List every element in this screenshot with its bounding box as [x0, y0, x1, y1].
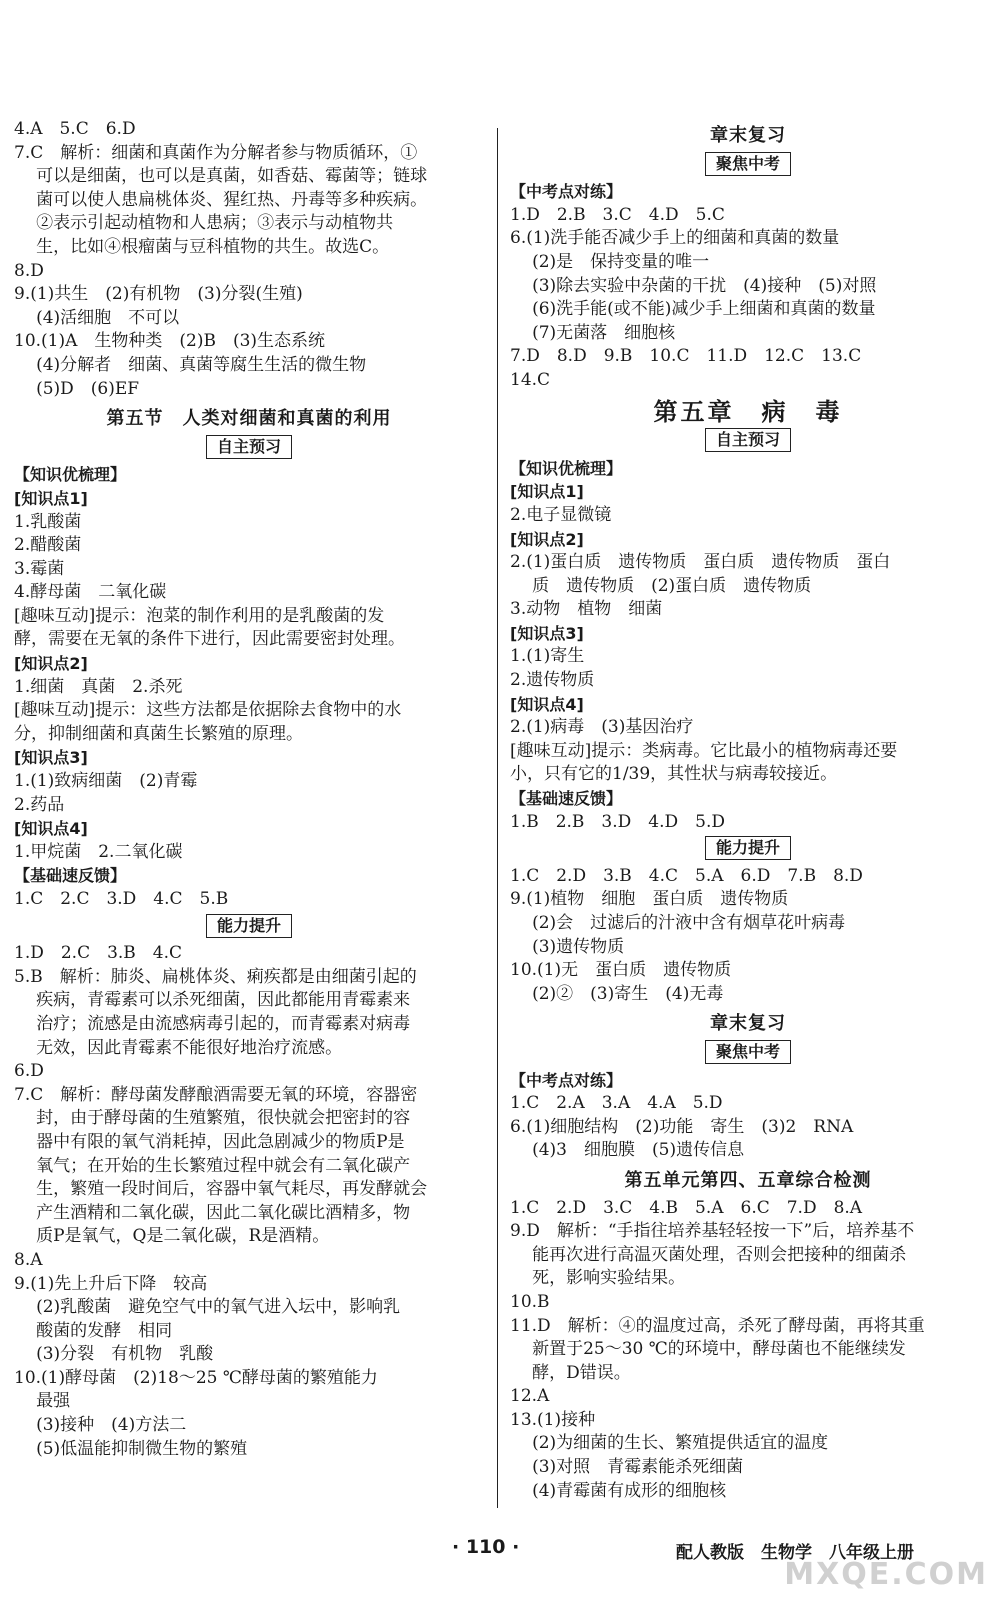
knowledge-heading: [知识点4] [510, 694, 584, 714]
answer-line: 12.A [510, 1386, 550, 1407]
column-divider [497, 128, 498, 1508]
answer-line: 1.乳酸菌 [14, 511, 82, 532]
knowledge-heading: [知识点2] [510, 529, 584, 549]
knowledge-heading: 【知识优梳理】 [510, 458, 623, 478]
answer-line: 生，比如④根瘤菌与豆科植物的共生。故选C。 [36, 236, 390, 257]
answer-line: 1.(1)致病细菌 (2)青霉 [14, 771, 198, 792]
answer-line: 1.D 2.C 3.B 4.C [14, 943, 183, 964]
answer-line: (5)D (6)EF [36, 378, 140, 399]
answer-line: 新置于25～30 ℃的环境中，酵母菌也不能继续发 [532, 1339, 906, 1360]
answer-line: 5.B 解析：肺炎、扁桃体炎、痢疾都是由细菌引起的 [14, 966, 417, 987]
answer-line: 10.(1)酵母菌 (2)18～25 ℃酵母菌的繁殖能力 [14, 1367, 378, 1388]
knowledge-heading: 【中考点对练】 [510, 1070, 623, 1090]
answer-line: 6.(1)洗手能否减少手上的细菌和真菌的数量 [510, 228, 840, 249]
answer-line: 能再次进行高温灭菌处理，否则会把接种的细菌杀 [532, 1244, 907, 1265]
answer-line: 治疗；流感是由流感病毒引起的，而青霉素对病毒 [36, 1013, 411, 1034]
answer-line: 14.C [510, 369, 551, 390]
answer-line: 13.(1)接种 [510, 1409, 596, 1430]
knowledge-heading: 【基础速反馈】 [510, 789, 623, 809]
answer-line: 7.C 解析：细菌和真菌作为分解者参与物质循环，① [14, 142, 418, 163]
answer-line: 酵，D错误。 [532, 1362, 631, 1383]
answer-line: 8.D [14, 260, 44, 281]
subsection-heading: 聚焦中考 [705, 152, 791, 176]
answer-line: 疾病，青霉素可以杀死细菌，因此都能用青霉素来 [36, 990, 411, 1011]
knowledge-heading: [知识点3] [510, 623, 584, 643]
answer-line: 小，只有它的1/39，其性状与病毒较接近。 [510, 764, 838, 785]
answer-line: 产生酒精和二氧化碳，因此二氧化碳比酒精多，物 [36, 1202, 411, 1223]
answer-line: 1.C 2.D 3.B 4.C 5.A 6.D 7.B 8.D [510, 865, 863, 886]
answer-line: 酵，需要在无氧的条件下进行，因此需要密封处理。 [14, 629, 405, 650]
subsection-heading: 能力提升 [206, 914, 292, 938]
answer-line: ②表示引起动植物和人患病；③表示与动植物共 [36, 213, 394, 234]
answer-line: 8.A [14, 1249, 43, 1270]
answer-line: 7.D 8.D 9.B 10.C 11.D 12.C 13.C [510, 346, 862, 367]
answer-line: 酸菌的发酵 相同 [36, 1320, 173, 1341]
section-title: 章末复习 [710, 1013, 786, 1035]
answer-line: (4)青霉菌有成形的细胞核 [532, 1480, 727, 1501]
answer-line: 2.(1)病毒 (3)基因治疗 [510, 717, 694, 738]
answer-line: 2.电子显微镜 [510, 504, 612, 525]
answer-line: [趣味互动]提示：类病毒。它比最小的植物病毒还要 [510, 740, 898, 761]
page-number: · 110 · [452, 1536, 520, 1558]
right-column [510, 118, 986, 1503]
subsection-heading-box [510, 152, 986, 177]
answer-line: (4)3 细胞膜 (5)遗传信息 [532, 1140, 745, 1161]
answer-line: 1.C 2.C 3.D 4.C 5.B [14, 889, 229, 909]
answer-line: 1.(1)寄生 [510, 646, 585, 667]
section-title: 章末复习 [710, 125, 786, 146]
answer-line: 生，繁殖一段时间后，容器中氧气耗尽，再发酵就会 [36, 1179, 428, 1200]
answer-line: 质P是氧气，Q是二氧化碳，R是酒精。 [36, 1226, 330, 1247]
answer-line: (4)活细胞 不可以 [36, 307, 180, 328]
knowledge-heading: [知识点2] [14, 654, 88, 674]
subsection-heading-box [510, 428, 986, 453]
answer-line: [趣味互动]提示：这些方法都是依据除去食物中的水 [14, 700, 402, 721]
answer-line: 分，抑制细菌和真菌生长繁殖的原理。 [14, 723, 303, 744]
answer-line: 1.C 2.D 3.C 4.B 5.A 6.C 7.D 8.A [510, 1197, 863, 1218]
answer-line: 9.(1)共生 (2)有机物 (3)分裂(生殖) [14, 284, 303, 305]
answer-line: 4.A 5.C 6.D [14, 119, 136, 139]
answer-line: 7.C 解析：酵母菌发酵酿酒需要无氧的环境，容器密 [14, 1084, 418, 1105]
answer-line: 4.酵母菌 二氧化碳 [14, 582, 167, 603]
answer-line: (6)洗手能(或不能)减少手上细菌和真菌的数量 [532, 299, 876, 320]
section-title: 第五单元第四、五章综合检测 [624, 1169, 872, 1191]
answer-line: (3)接种 (4)方法二 [36, 1415, 187, 1436]
answer-line: 1.B 2.B 3.D 4.D 5.D [510, 811, 725, 832]
knowledge-heading: 【知识优梳理】 [14, 465, 127, 485]
answer-line: (3)除去实验中杂菌的干扰 (4)接种 (5)对照 [532, 275, 877, 296]
knowledge-heading: 【基础速反馈】 [14, 866, 127, 886]
answer-line: 可以是细菌，也可以是真菌，如香菇、霉菌等；链球 [36, 166, 428, 187]
answer-line: (2)为细菌的生长、繁殖提供适宜的温度 [532, 1433, 829, 1454]
answer-line: 1.细菌 真菌 2.杀死 [14, 676, 183, 697]
left-column [14, 118, 484, 1461]
answer-line: 3.霉菌 [14, 558, 65, 579]
answer-line: 封，由于酵母菌的生殖繁殖，很快就会把密封的容 [36, 1108, 411, 1129]
answer-line: 9.D 解析：“手指往培养基轻轻按一下”后，培养基不 [510, 1221, 915, 1242]
knowledge-heading: [知识点1] [14, 488, 88, 508]
answer-line: 质 遗传物质 (2)蛋白质 遗传物质 [532, 575, 812, 596]
subsection-heading: 能力提升 [705, 836, 791, 860]
watermark-logo: MXQE.COM [784, 1557, 988, 1592]
answer-line: 2.(1)蛋白质 遗传物质 蛋白质 遗传物质 蛋白 [510, 552, 891, 573]
answer-line: 10.B [510, 1291, 550, 1312]
answer-line: 氧气；在开始的生长繁殖过程中就会有二氧化碳产 [36, 1155, 411, 1176]
answer-line: (2)乳酸菌 避免空气中的氧气进入坛中，影响乳 [36, 1297, 401, 1318]
answer-line: 1.D 2.B 3.C 4.D 5.C [510, 204, 725, 225]
answer-line: 11.D 解析：④的温度过高，杀死了酵母菌，再将其重 [510, 1315, 925, 1336]
answer-line: 2.遗传物质 [510, 670, 595, 691]
answer-line: (2)会 过滤后的汁液中含有烟草花叶病毒 [532, 913, 846, 933]
answer-line: 菌可以使人患扁桃体炎、猩红热、丹毒等多种疾病。 [36, 189, 428, 210]
answer-line: (2)② (3)寄生 (4)无毒 [532, 983, 724, 1004]
answer-line: 无效，因此青霉素不能很好地治疗流感。 [36, 1037, 343, 1058]
answer-line: 最强 [36, 1391, 71, 1412]
answer-line: 10.(1)A 生物种类 (2)B (3)生态系统 [14, 331, 326, 352]
answer-line: (3)分裂 有机物 乳酸 [36, 1344, 214, 1365]
section-title: 第五节 人类对细菌和真菌的利用 [106, 408, 392, 430]
knowledge-heading: [知识点3] [14, 748, 88, 768]
answer-line: (3)对照 青霉素能杀死细菌 [532, 1457, 744, 1478]
answer-line: (7)无菌落 细胞核 [532, 322, 676, 343]
answer-line: 9.(1)先上升后下降 较高 [14, 1273, 208, 1294]
knowledge-heading: [知识点1] [510, 482, 584, 502]
answer-line: 2.药品 [14, 794, 65, 815]
answer-line: (2)是 保持变量的唯一 [532, 251, 710, 272]
knowledge-heading: [知识点4] [14, 819, 88, 839]
answer-line: 3.动物 植物 细菌 [510, 599, 663, 620]
answer-line: 1.C 2.A 3.A 4.A 5.D [510, 1093, 723, 1114]
answer-line: (5)低温能抑制微生物的繁殖 [36, 1438, 248, 1459]
answer-line: 9.(1)植物 细胞 蛋白质 遗传物质 [510, 889, 789, 910]
chapter-title: 第五章 病 毒 [653, 397, 843, 426]
knowledge-heading: 【中考点对练】 [510, 182, 623, 202]
subsection-heading-box [510, 836, 986, 861]
answer-line: 死，影响实验结果。 [532, 1268, 686, 1289]
subsection-heading: 自主预习 [705, 428, 791, 452]
answer-line: 6.(1)细胞结构 (2)功能 寄生 (3)2 RNA [510, 1116, 854, 1137]
answer-line: 1.甲烷菌 2.二氧化碳 [14, 841, 183, 862]
subsection-heading-box [510, 1040, 986, 1065]
answer-line: 2.醋酸菌 [14, 535, 82, 556]
edition-label: 配人教版 生物学 八年级上册 [676, 1543, 914, 1563]
answer-line: 6.D [14, 1061, 44, 1082]
subsection-heading-box [14, 435, 484, 460]
subsection-heading: 聚焦中考 [705, 1040, 791, 1064]
answer-line: (3)遗传物质 [532, 936, 625, 957]
subsection-heading-box [14, 914, 484, 939]
answer-line: [趣味互动]提示：泡菜的制作利用的是乳酸菌的发 [14, 605, 385, 626]
subsection-heading: 自主预习 [206, 435, 292, 459]
answer-line: (4)分解者 细菌、真菌等腐生生活的微生物 [36, 354, 367, 375]
answer-line: 10.(1)无 蛋白质 遗传物质 [510, 960, 732, 981]
answer-line: 器中有限的氧气消耗掉，因此急剧减少的物质P是 [36, 1131, 405, 1152]
